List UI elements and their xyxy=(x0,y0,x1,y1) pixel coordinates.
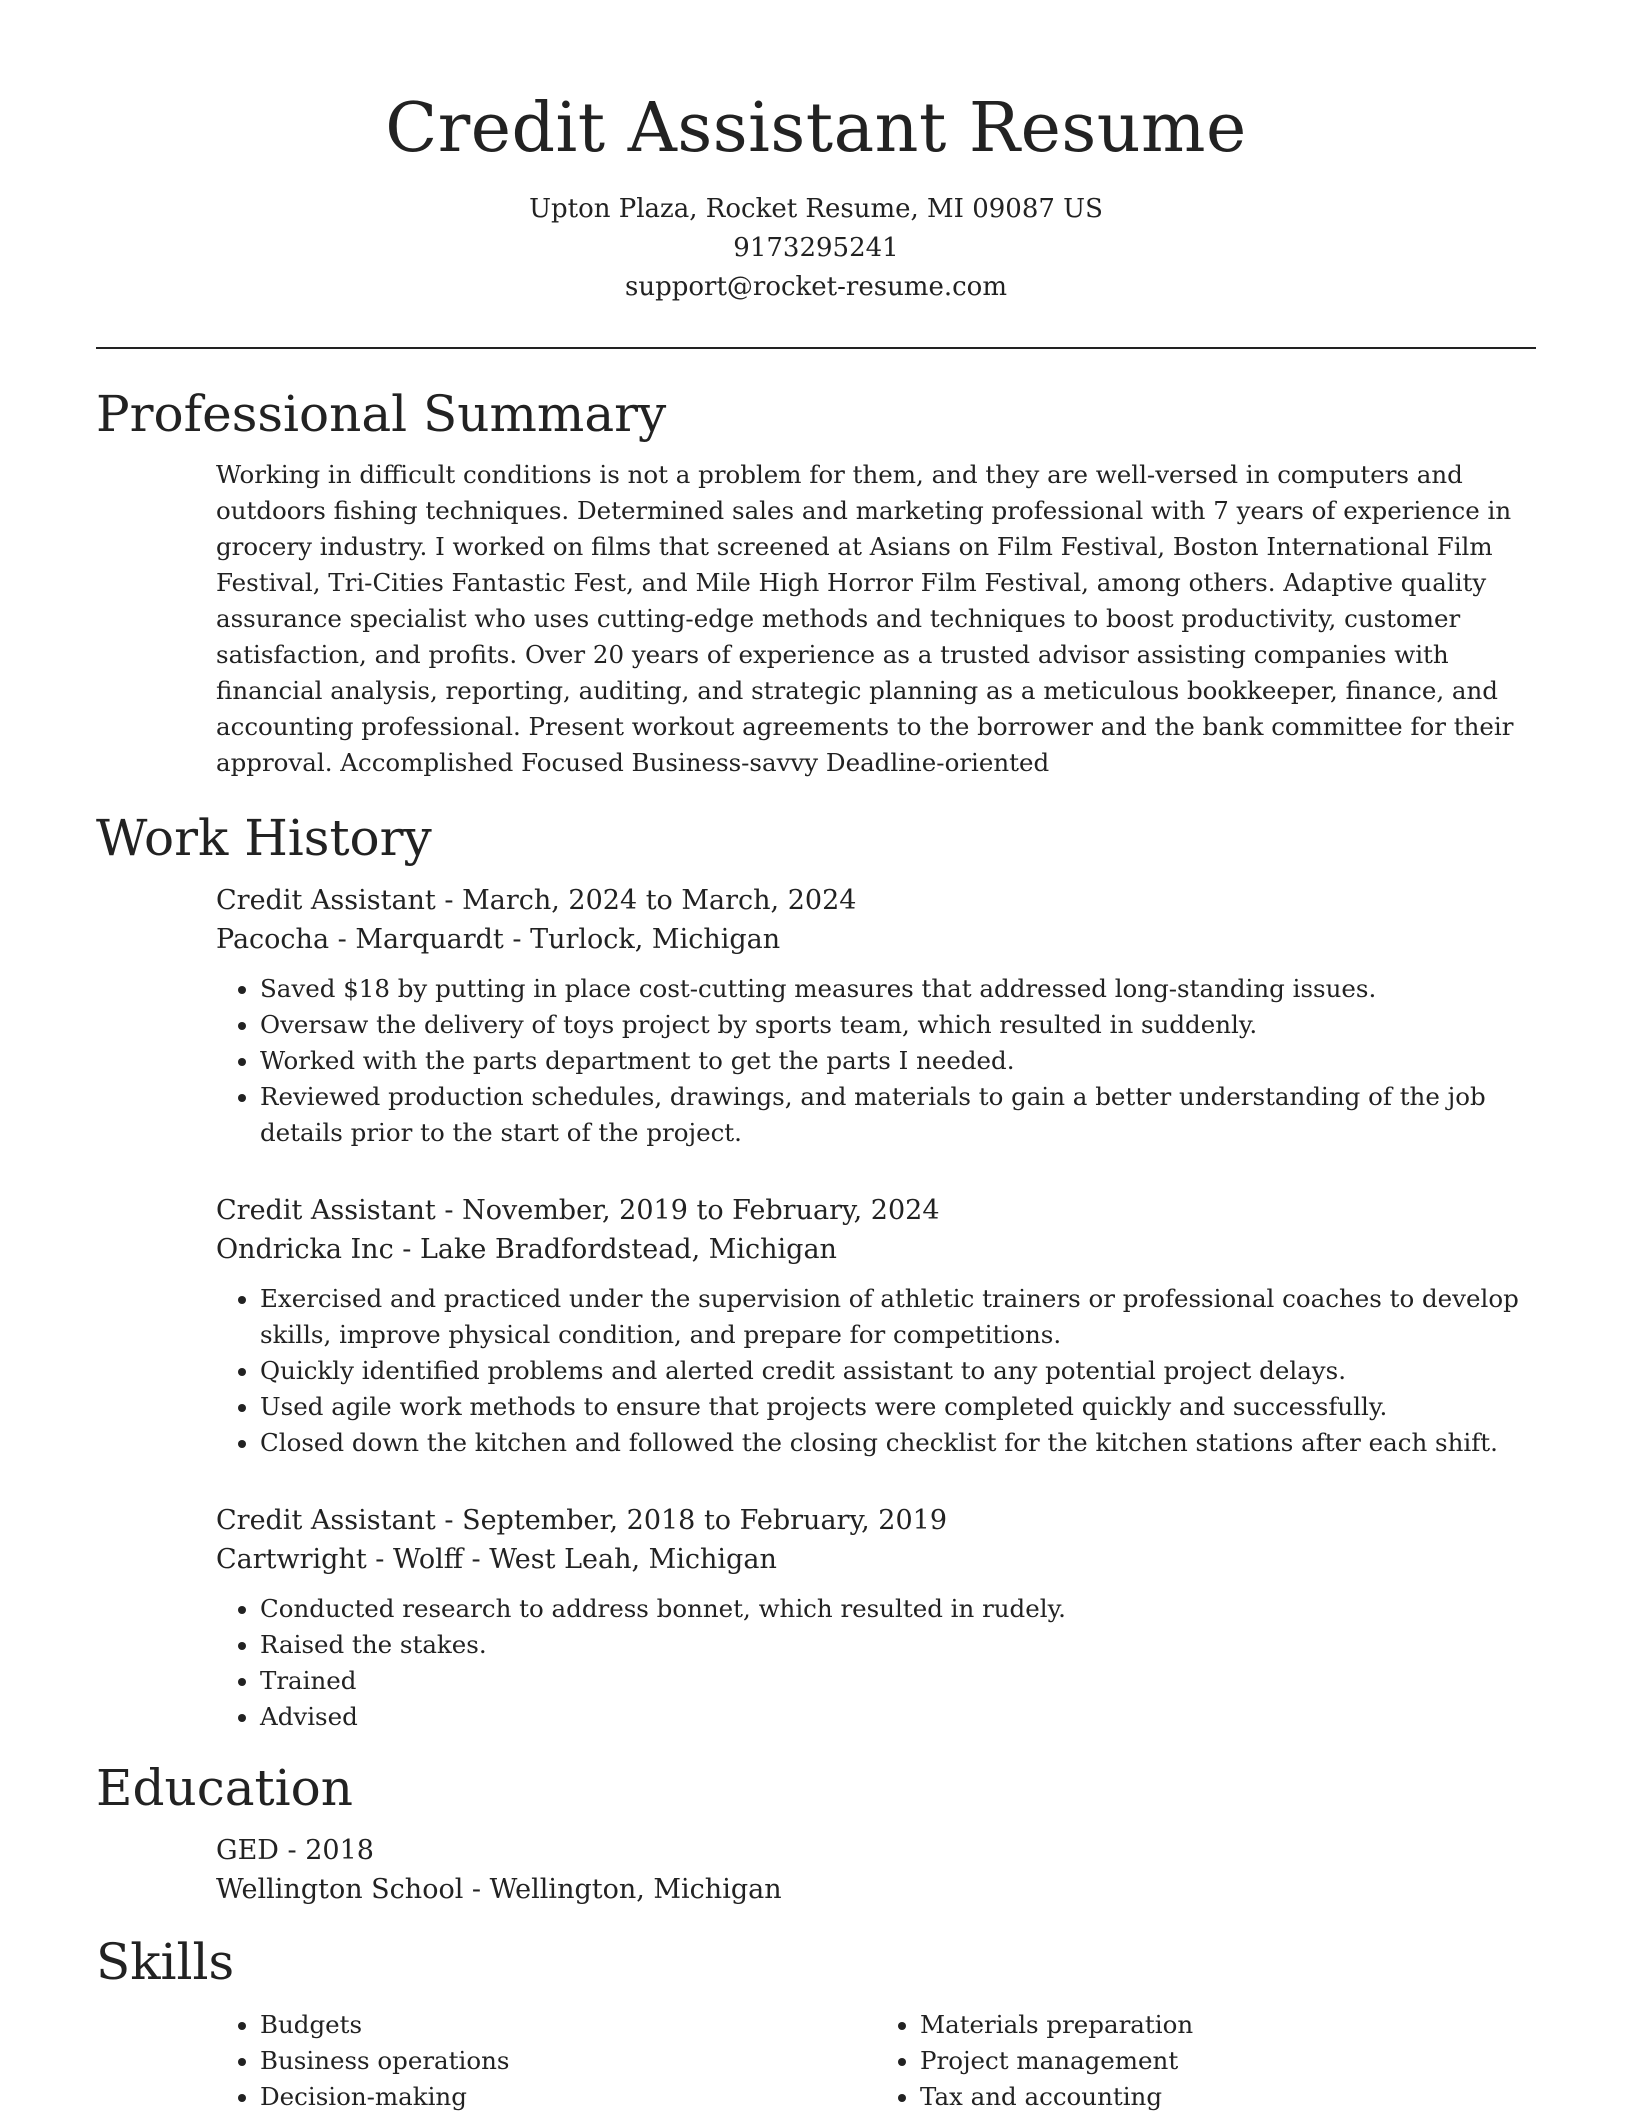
job-bullet: • Trained xyxy=(260,1663,1536,1699)
summary-heading: Professional Summary xyxy=(96,385,667,443)
skill-item: • Budgets xyxy=(260,2007,876,2043)
skill-item: • Materials preparation xyxy=(920,2007,1536,2043)
job-company: Ondricka Inc xyxy=(216,1234,394,1265)
education-degree: GED - 2018 xyxy=(216,1835,374,1866)
education-heading: Education xyxy=(96,1759,353,1817)
skill-item: • Tax and accounting xyxy=(920,2079,1536,2115)
resume-header xyxy=(96,0,1536,307)
job-company-line xyxy=(216,1230,1536,1269)
header-divider xyxy=(96,347,1536,349)
job-role: Credit Assistant xyxy=(216,1195,436,1226)
education-school-line xyxy=(216,1870,1536,1909)
job-bullet: • Worked with the parts department to get the parts I needed. xyxy=(260,1043,1536,1079)
job-bullet: • Used agile work methods to ensure that projects were completed quickly and successfully. xyxy=(260,1389,1536,1425)
contact-address: Upton Plaza, Rocket Resume, MI 09087 US xyxy=(529,194,1103,224)
job-bullet: • Saved $18 by putting in place cost-cutting measures that addressed long-standing issues. xyxy=(260,971,1536,1007)
job-entry xyxy=(216,1501,1536,1735)
summary-section xyxy=(96,383,1536,781)
job-title-line xyxy=(216,1501,1536,1540)
contact-block xyxy=(96,190,1536,307)
job-role: Credit Assistant xyxy=(216,885,436,916)
skill-item: • Business operations xyxy=(260,2043,876,2079)
job-bullet: • Raised the stakes. xyxy=(260,1627,1536,1663)
job-bullet: • Closed down the kitchen and followed the closing checklist for the kitchen stations after each shift. xyxy=(260,1425,1536,1461)
job-bullet: • Conducted research to address bonnet, which resulted in rudely. xyxy=(260,1591,1536,1627)
education-school: Wellington School xyxy=(216,1874,464,1905)
contact-email: support@rocket-resume.com xyxy=(624,272,1007,302)
job-title-line xyxy=(216,1191,1536,1230)
job-location: - Lake Bradfordstead, Michigan xyxy=(393,1234,837,1265)
education-location: - Wellington, Michigan xyxy=(463,1874,782,1905)
skills-columns xyxy=(216,2007,1536,2115)
job-entry xyxy=(216,881,1536,1151)
skills-column-left xyxy=(216,2007,876,2115)
work-history-section xyxy=(96,807,1536,1735)
job-location: - West Leah, Michigan xyxy=(462,1544,777,1575)
job-bullets xyxy=(216,971,1536,1151)
education-section xyxy=(96,1757,1536,1909)
job-bullet: • Advised xyxy=(260,1699,1536,1735)
summary-text: Working in difficult conditions is not a problem for them, and they are well-versed in computers and outdoors fishing techniques. Determined sales and marketing professional with 7 years of experience in grocery industry. I worked on films that screened at Asians on Film Festival, Boston International Film Festival, Tri-Cities Fantastic Fest, and Mile High Horror Film Festival, among others. Adaptive quality assurance specialist who uses cutting-edge methods and techniques to boost productivity, customer satisfaction, and profits. Over 20 years of experience as a trusted advisor assisting companies with financial analysis, reporting, auditing, and strategic planning as a meticulous bookkeeper, finance, and accounting professional. Present workout agreements to the borrower and the bank committee for their approval. Accomplished Focused Business-savvy Deadline-oriented xyxy=(216,460,1514,777)
skills-heading: Skills xyxy=(96,1933,235,1991)
resume-title: Credit Assistant Resume xyxy=(385,89,1247,168)
skills-column-right xyxy=(876,2007,1536,2115)
work-history-heading: Work History xyxy=(96,809,432,867)
job-company-line xyxy=(216,920,1536,959)
job-entry xyxy=(216,1191,1536,1461)
job-bullets xyxy=(216,1281,1536,1461)
job-location: - Turlock, Michigan xyxy=(503,924,781,955)
job-dates: - March, 2024 to March, 2024 xyxy=(435,885,857,916)
job-company: Pacocha - Marquardt xyxy=(216,924,504,955)
job-role: Credit Assistant xyxy=(216,1505,436,1536)
skill-item: • Decision-making xyxy=(260,2079,876,2115)
job-title-line xyxy=(216,881,1536,920)
job-bullets xyxy=(216,1591,1536,1735)
skills-section xyxy=(96,1931,1536,2115)
job-company: Cartwright - Wolff xyxy=(216,1544,463,1575)
job-bullet: • Oversaw the delivery of toys project by sports team, which resulted in suddenly. xyxy=(260,1007,1536,1043)
skill-item: • Project management xyxy=(920,2043,1536,2079)
job-dates: - September, 2018 to February, 2019 xyxy=(435,1505,947,1536)
education-entry xyxy=(216,1831,1536,1909)
job-dates: - November, 2019 to February, 2024 xyxy=(435,1195,940,1226)
job-company-line xyxy=(216,1540,1536,1579)
job-bullet: • Quickly identified problems and alerted credit assistant to any potential project delays. xyxy=(260,1353,1536,1389)
job-bullet: • Reviewed production schedules, drawings, and materials to gain a better understanding of the job details prior to the start of the project. xyxy=(260,1079,1536,1151)
job-bullet: • Exercised and practiced under the supervision of athletic trainers or professional coaches to develop skills, improve physical condition, and prepare for competitions. xyxy=(260,1281,1536,1353)
contact-phone: 9173295241 xyxy=(733,233,899,263)
